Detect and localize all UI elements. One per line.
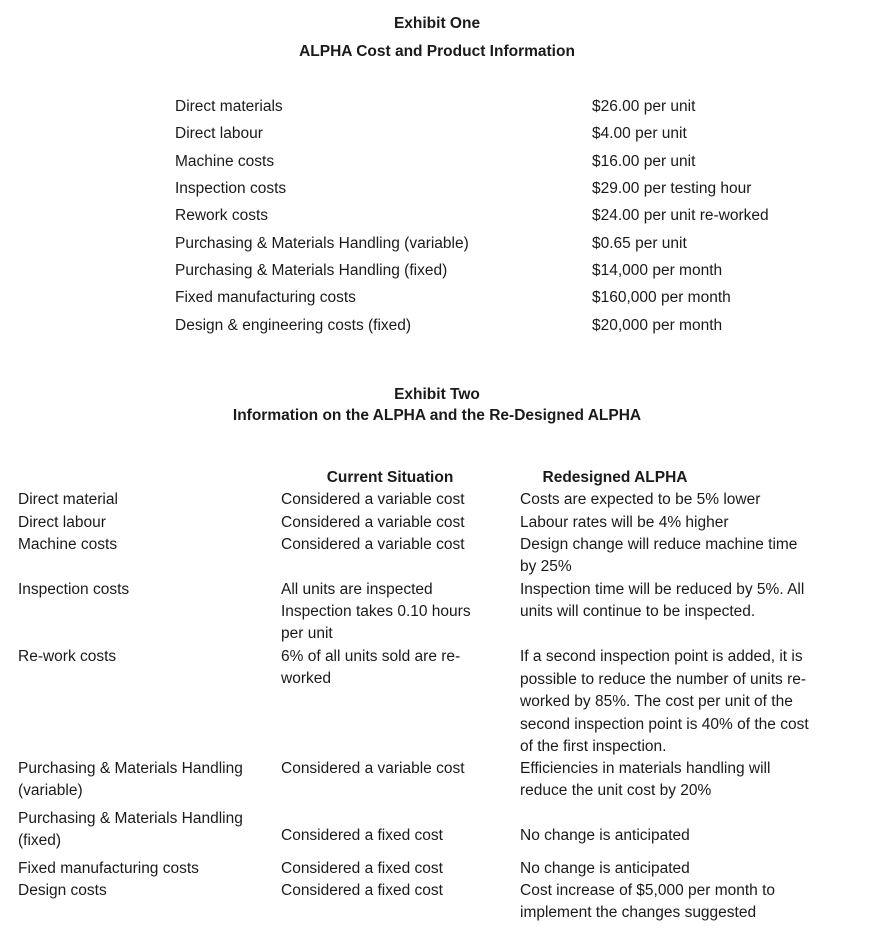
exhibit-one-title: Exhibit One bbox=[393, 15, 481, 32]
row-label: Inspection costs bbox=[18, 581, 130, 598]
current-cell: Considered a variable cost bbox=[281, 536, 465, 553]
current-situation-header: Current Situation bbox=[326, 469, 454, 486]
current-cell: Considered a variable cost bbox=[281, 760, 465, 777]
current-line: per unit bbox=[281, 625, 333, 642]
cost-value: $20,000 per month bbox=[592, 317, 723, 334]
redesigned-cell: Labour rates will be 4% higher bbox=[520, 514, 729, 531]
row-label: Machine costs bbox=[18, 536, 118, 553]
cost-label: Purchasing & Materials Handling (fixed) bbox=[175, 262, 448, 279]
current-cell: Considered a fixed cost bbox=[281, 860, 443, 877]
redesigned-line: second inspection point is 40% of the cost bbox=[520, 716, 809, 733]
redesigned-cell: Costs are expected to be 5% lower bbox=[520, 491, 761, 508]
row-label-line: Purchasing & Materials Handling bbox=[18, 810, 243, 827]
row-label: Design costs bbox=[18, 882, 107, 899]
redesigned-line: implement the changes suggested bbox=[520, 904, 757, 921]
current-line: 6% of all units sold are re- bbox=[281, 648, 461, 665]
cost-value: $24.00 per unit re-worked bbox=[592, 207, 769, 224]
redesigned-line: of the first inspection. bbox=[520, 738, 667, 755]
cost-label: Direct materials bbox=[175, 98, 283, 115]
cost-value: $26.00 per unit bbox=[592, 98, 696, 115]
row-label: Direct labour bbox=[18, 514, 106, 531]
exhibit-two-title: Exhibit Two bbox=[394, 386, 480, 403]
cost-label: Fixed manufacturing costs bbox=[175, 289, 356, 306]
cost-label: Design & engineering costs (fixed) bbox=[175, 317, 412, 334]
row-label-line: (fixed) bbox=[18, 832, 62, 849]
current-line: worked bbox=[281, 670, 331, 687]
redesigned-line: Design change will reduce machine time bbox=[520, 536, 798, 553]
current-cell: Considered a fixed cost bbox=[281, 827, 443, 844]
cost-label: Machine costs bbox=[175, 153, 275, 170]
cost-value: $0.65 per unit bbox=[592, 235, 687, 252]
redesigned-line: by 25% bbox=[520, 558, 572, 575]
row-label: Direct material bbox=[18, 491, 118, 508]
redesigned-line: possible to reduce the number of units re- bbox=[520, 671, 807, 688]
current-line: Inspection takes 0.10 hours bbox=[281, 603, 471, 620]
redesigned-cell: No change is anticipated bbox=[520, 827, 690, 844]
current-cell: Considered a fixed cost bbox=[281, 882, 443, 899]
current-cell: Considered a variable cost bbox=[281, 491, 465, 508]
redesigned-line: reduce the unit cost by 20% bbox=[520, 782, 712, 799]
cost-label: Inspection costs bbox=[175, 180, 287, 197]
row-label-line: (variable) bbox=[18, 782, 83, 799]
current-line: All units are inspected bbox=[281, 581, 433, 598]
redesigned-line: Efficiencies in materials handling will bbox=[520, 760, 771, 777]
cost-label: Direct labour bbox=[175, 125, 263, 142]
exhibit-one-subtitle: ALPHA Cost and Product Information bbox=[299, 43, 575, 60]
cost-value: $160,000 per month bbox=[592, 289, 731, 306]
redesigned-line: Inspection time will be reduced by 5%. All bbox=[520, 581, 805, 598]
cost-value: $16.00 per unit bbox=[592, 153, 696, 170]
exhibit-two-subtitle: Information on the ALPHA and the Re-Designed ALPHA bbox=[232, 407, 642, 424]
redesigned-line: units will continue to be inspected. bbox=[520, 603, 756, 620]
cost-label: Purchasing & Materials Handling (variable) bbox=[175, 235, 469, 252]
redesigned-alpha-header: Redesigned ALPHA bbox=[542, 469, 688, 486]
row-label: Fixed manufacturing costs bbox=[18, 860, 199, 877]
cost-value: $29.00 per testing hour bbox=[592, 180, 752, 197]
redesigned-line: worked by 85%. The cost per unit of the bbox=[520, 693, 793, 710]
redesigned-line: If a second inspection point is added, it is bbox=[520, 648, 803, 665]
cost-label: Rework costs bbox=[175, 207, 269, 224]
row-label: Re-work costs bbox=[18, 648, 117, 665]
cost-value: $14,000 per month bbox=[592, 262, 723, 279]
cost-value: $4.00 per unit bbox=[592, 125, 687, 142]
redesigned-line: Cost increase of $5,000 per month to bbox=[520, 882, 776, 899]
redesigned-cell: No change is anticipated bbox=[520, 860, 690, 877]
current-cell: Considered a variable cost bbox=[281, 514, 465, 531]
row-label-line: Purchasing & Materials Handling bbox=[18, 760, 243, 777]
